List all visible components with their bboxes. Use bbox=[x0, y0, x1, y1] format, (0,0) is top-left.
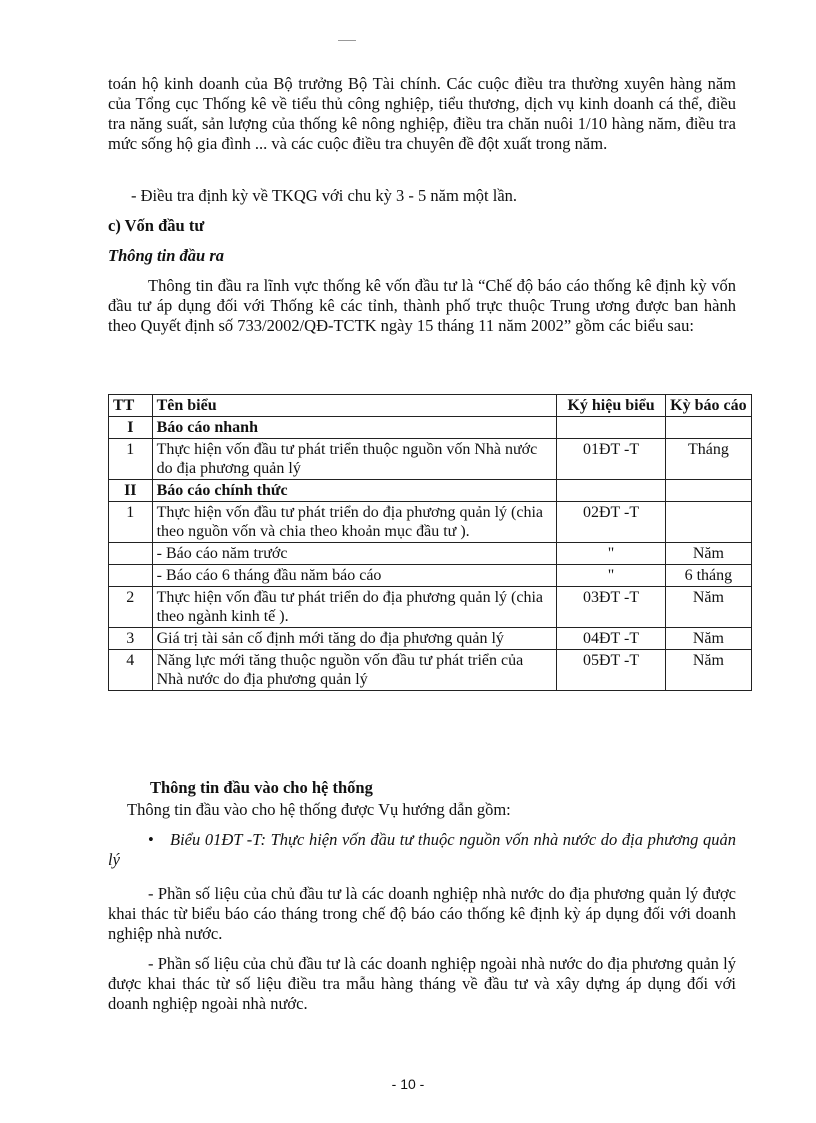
cell-form-code: 02ĐT -T bbox=[557, 502, 666, 543]
cell-report-period: Năm bbox=[665, 543, 751, 565]
cell-report-period bbox=[665, 480, 751, 502]
bullet-icon: • bbox=[148, 830, 154, 849]
header-form-name: Tên biểu bbox=[152, 395, 557, 417]
cell-form-code bbox=[557, 480, 666, 502]
cell-tt: 2 bbox=[109, 587, 153, 628]
cell-tt: II bbox=[109, 480, 153, 502]
cell-report-period: Năm bbox=[665, 587, 751, 628]
cell-form-code: 03ĐT -T bbox=[557, 587, 666, 628]
scan-mark bbox=[338, 40, 356, 41]
cell-form-name: Giá trị tài sản cố định mới tăng do địa phương quản lý bbox=[152, 628, 557, 650]
table-row bbox=[109, 565, 752, 587]
cell-form-code: " bbox=[557, 565, 666, 587]
report-forms-table bbox=[108, 394, 752, 691]
table-row bbox=[109, 480, 752, 502]
bullet-form-01dt bbox=[108, 830, 736, 870]
cell-tt: 3 bbox=[109, 628, 153, 650]
cell-report-period: Năm bbox=[665, 650, 751, 691]
cell-report-period bbox=[665, 502, 751, 543]
cell-report-period: Năm bbox=[665, 628, 751, 650]
cell-tt: 1 bbox=[109, 439, 153, 480]
cell-form-name: - Báo cáo năm trước bbox=[152, 543, 557, 565]
cell-form-code: " bbox=[557, 543, 666, 565]
periodic-survey-line: - Điều tra định kỳ về TKQG với chu kỳ 3 - 5 năm một lần. bbox=[131, 186, 518, 205]
table-header-row bbox=[109, 395, 752, 417]
cell-tt: 4 bbox=[109, 650, 153, 691]
paragraph-non-state-enterprises: - Phần số liệu của chủ đầu tư là các doanh nghiệp ngoài nhà nước do địa phương quản lý được khai thác từ số liệu điều tra mẫu hàng tháng về đầu tư và xây dựng áp dụng đối với doanh nghiệp ngoài nhà nước. bbox=[108, 954, 736, 1013]
cell-form-name: Báo cáo chính thức bbox=[152, 480, 557, 502]
table-row bbox=[109, 543, 752, 565]
subheading-output-info: Thông tin đầu ra bbox=[108, 246, 224, 265]
table-row bbox=[109, 628, 752, 650]
cell-tt bbox=[109, 543, 153, 565]
bullet-text: Biểu 01ĐT -T: Thực hiện vốn đầu tư thuộc nguồn vốn nhà nước do địa phương quản lý bbox=[108, 830, 736, 869]
table-row bbox=[109, 502, 752, 543]
page-number: - 10 - bbox=[391, 1076, 425, 1092]
table-row bbox=[109, 417, 752, 439]
cell-form-name: Thực hiện vốn đầu tư phát triển do địa phương quản lý (chia theo ngành kinh tế ). bbox=[152, 587, 557, 628]
cell-form-name: - Báo cáo 6 tháng đầu năm báo cáo bbox=[152, 565, 557, 587]
cell-form-code: 05ĐT -T bbox=[557, 650, 666, 691]
table-row bbox=[109, 587, 752, 628]
cell-report-period: 6 tháng bbox=[665, 565, 751, 587]
subheading-input-info: Thông tin đầu vào cho hệ thống bbox=[150, 778, 373, 797]
paragraph-state-enterprises: - Phần số liệu của chủ đầu tư là các doanh nghiệp nhà nước do địa phương quản lý được khai thác từ biểu báo cáo tháng trong chế độ báo cáo thống kê định kỳ áp dụng đối với doanh nghiệp nhà nước. bbox=[108, 884, 736, 943]
cell-form-name: Thực hiện vốn đầu tư phát triển thuộc nguồn vốn Nhà nước do địa phương quản lý bbox=[152, 439, 557, 480]
cell-tt: I bbox=[109, 417, 153, 439]
table-row bbox=[109, 439, 752, 480]
paragraph-input-info: Thông tin đầu vào cho hệ thống được Vụ hướng dẫn gồm: bbox=[127, 800, 511, 819]
cell-form-code: 01ĐT -T bbox=[557, 439, 666, 480]
table-row bbox=[109, 650, 752, 691]
cell-report-period bbox=[665, 417, 751, 439]
cell-form-name: Báo cáo nhanh bbox=[152, 417, 557, 439]
cell-tt: 1 bbox=[109, 502, 153, 543]
header-tt: TT bbox=[109, 395, 153, 417]
cell-report-period: Tháng bbox=[665, 439, 751, 480]
cell-form-name: Thực hiện vốn đầu tư phát triển do địa phương quản lý (chia theo nguồn vốn và chia theo khoản mục đầu tư ). bbox=[152, 502, 557, 543]
header-report-period: Kỳ báo cáo bbox=[665, 395, 751, 417]
cell-form-name: Năng lực mới tăng thuộc nguồn vốn đầu tư phát triển của Nhà nước do địa phương quản lý bbox=[152, 650, 557, 691]
section-heading-investment: c) Vốn đầu tư bbox=[108, 216, 205, 235]
header-form-code: Ký hiệu biểu bbox=[557, 395, 666, 417]
paragraph-output-info: Thông tin đầu ra lĩnh vực thống kê vốn đầu tư là “Chế độ báo cáo thống kê định kỳ vốn đầu tư áp dụng đối với Thống kê các tỉnh, thành phố trực thuộc Trung ương được ban hành theo Quyết định số 733/2002/QĐ-TCTK ngày 15 tháng 11 năm 2002” gồm các biểu sau: bbox=[108, 276, 736, 335]
paragraph-household-business: toán hộ kinh doanh của Bộ trưởng Bộ Tài chính. Các cuộc điều tra thường xuyên hàng năm của Tổng cục Thống kê về tiểu thủ công nghiệp, tiểu thương, dịch vụ kinh doanh cá thể, điều tra năng suất, sản lượng của thống kê nông nghiệp, điều tra chăn nuôi 1/10 hàng năm, điều tra mức sống hộ gia đình ... và các cuộc điều tra chuyên đề đột xuất trong năm. bbox=[108, 74, 736, 153]
cell-tt bbox=[109, 565, 153, 587]
cell-form-code: 04ĐT -T bbox=[557, 628, 666, 650]
cell-form-code bbox=[557, 417, 666, 439]
